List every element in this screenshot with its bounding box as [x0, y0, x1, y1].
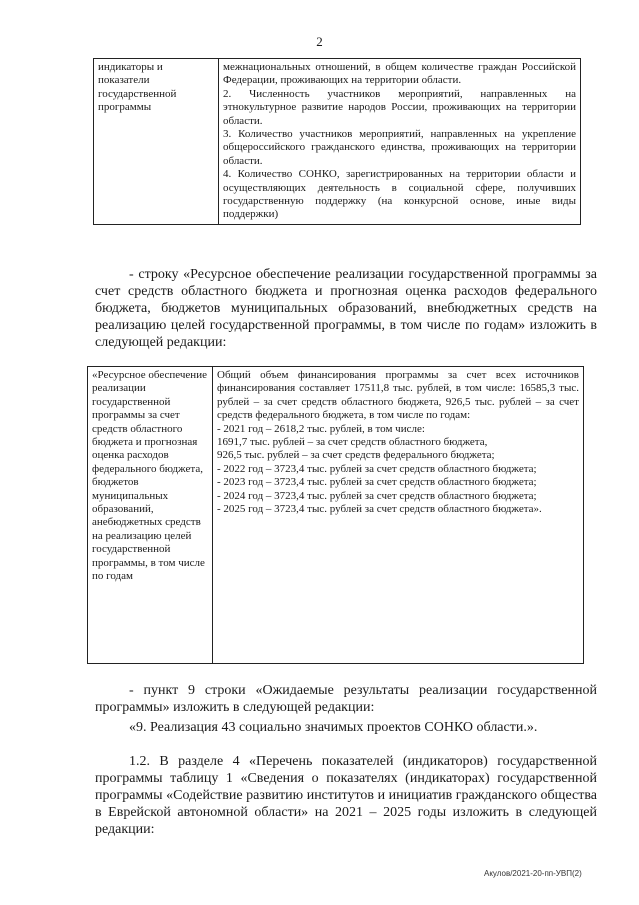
indicators-label-cell: индикаторы и показатели государственной программы: [94, 59, 219, 225]
indicator-item: 2. Численность участников мероприятий, направленных на этнокультурное развитие народов России, проживающих на территории области.: [223, 87, 576, 127]
funding-label-cell: «Ресурсное обеспечение реализации государственной программы за счет средств областного бюджета и прогнозная оценка расходов федерального бюджета, бюджетов муниципальных образований, анебюджетных средств на реализацию целей государственной программы, в том числе по годам: [88, 367, 213, 664]
funding-item: - 2023 год – 3723,4 тыс. рублей за счет средств областного бюджета;: [217, 476, 537, 489]
results-item-paragraph: «9. Реализация 43 социально значимых проектов СОНКО области.».: [129, 720, 538, 735]
funding-item: Общий объем финансирования программы за счет всех источников финансирования составляет 17511,8 тыс. рублей, в том числе: 16585,3 тыс. рублей – за счет средств областного бюджета, 926,5 тыс. рублей – за счет средств федерального бюджета, в том числе по годам:: [217, 369, 579, 422]
indicators-content-cell: [219, 59, 581, 225]
section-4-paragraph: 1.2. В разделе 4 «Перечень показателей (индикаторов) государственной программы таблицу 1 «Сведения о показателях (индикаторах) государственной программы «Содействие развитию институтов и инициатив гражданского общества в Еврейской автономной области» на 2021 – 2025 годы изложить в следующей редакции:: [95, 754, 597, 837]
funding-content-cell: [213, 367, 584, 664]
page-number: 2: [316, 34, 323, 49]
funding-table: [87, 366, 584, 664]
funding-item: - 2025 год – 3723,4 тыс. рублей за счет средств областного бюджета».: [217, 503, 542, 516]
indicator-item: 4. Количество СОНКО, зарегистрированных на территории области и осуществляющих деятельность в социальной сфере, получивших государственную поддержку (на конкурсной основе, иные виды поддержки): [223, 168, 576, 221]
funding-item: 1691,7 тыс. рублей – за счет средств областного бюджета,: [217, 436, 488, 449]
indicator-item: межнациональных отношений, в общем количестве граждан Российской Федерации, проживающих на территории области.: [223, 61, 576, 87]
resource-row-paragraph: - строку «Ресурсное обеспечение реализации государственной программы за счет средств областного бюджета и прогнозная оценка расходов федерального бюджета, бюджетов муниципальных образований, внебюджетных средств на реализацию целей государственной программы, в том числе по годам» изложить в следующей редакции:: [95, 267, 597, 350]
funding-item: - 2024 год – 3723,4 тыс. рублей за счет средств областного бюджета;: [217, 489, 537, 502]
indicator-item: 3. Количество участников мероприятий, направленных на укрепление общероссийского гражданского единства, проживающих на территории области.: [223, 128, 576, 167]
funding-item: - 2021 год – 2618,2 тыс. рублей, в том числе:: [217, 422, 425, 435]
results-row-paragraph: - пункт 9 строки «Ожидаемые результаты реализации государственной программы» изложить в следующей редакции:: [95, 683, 597, 715]
document-code: Акулов/2021-20-пп-УВП(2): [484, 869, 582, 878]
funding-item: - 2022 год – 3723,4 тыс. рублей за счет средств областного бюджета;: [217, 462, 537, 475]
indicators-table: [93, 58, 581, 225]
funding-item: 926,5 тыс. рублей – за счет средств федерального бюджета;: [217, 449, 495, 462]
